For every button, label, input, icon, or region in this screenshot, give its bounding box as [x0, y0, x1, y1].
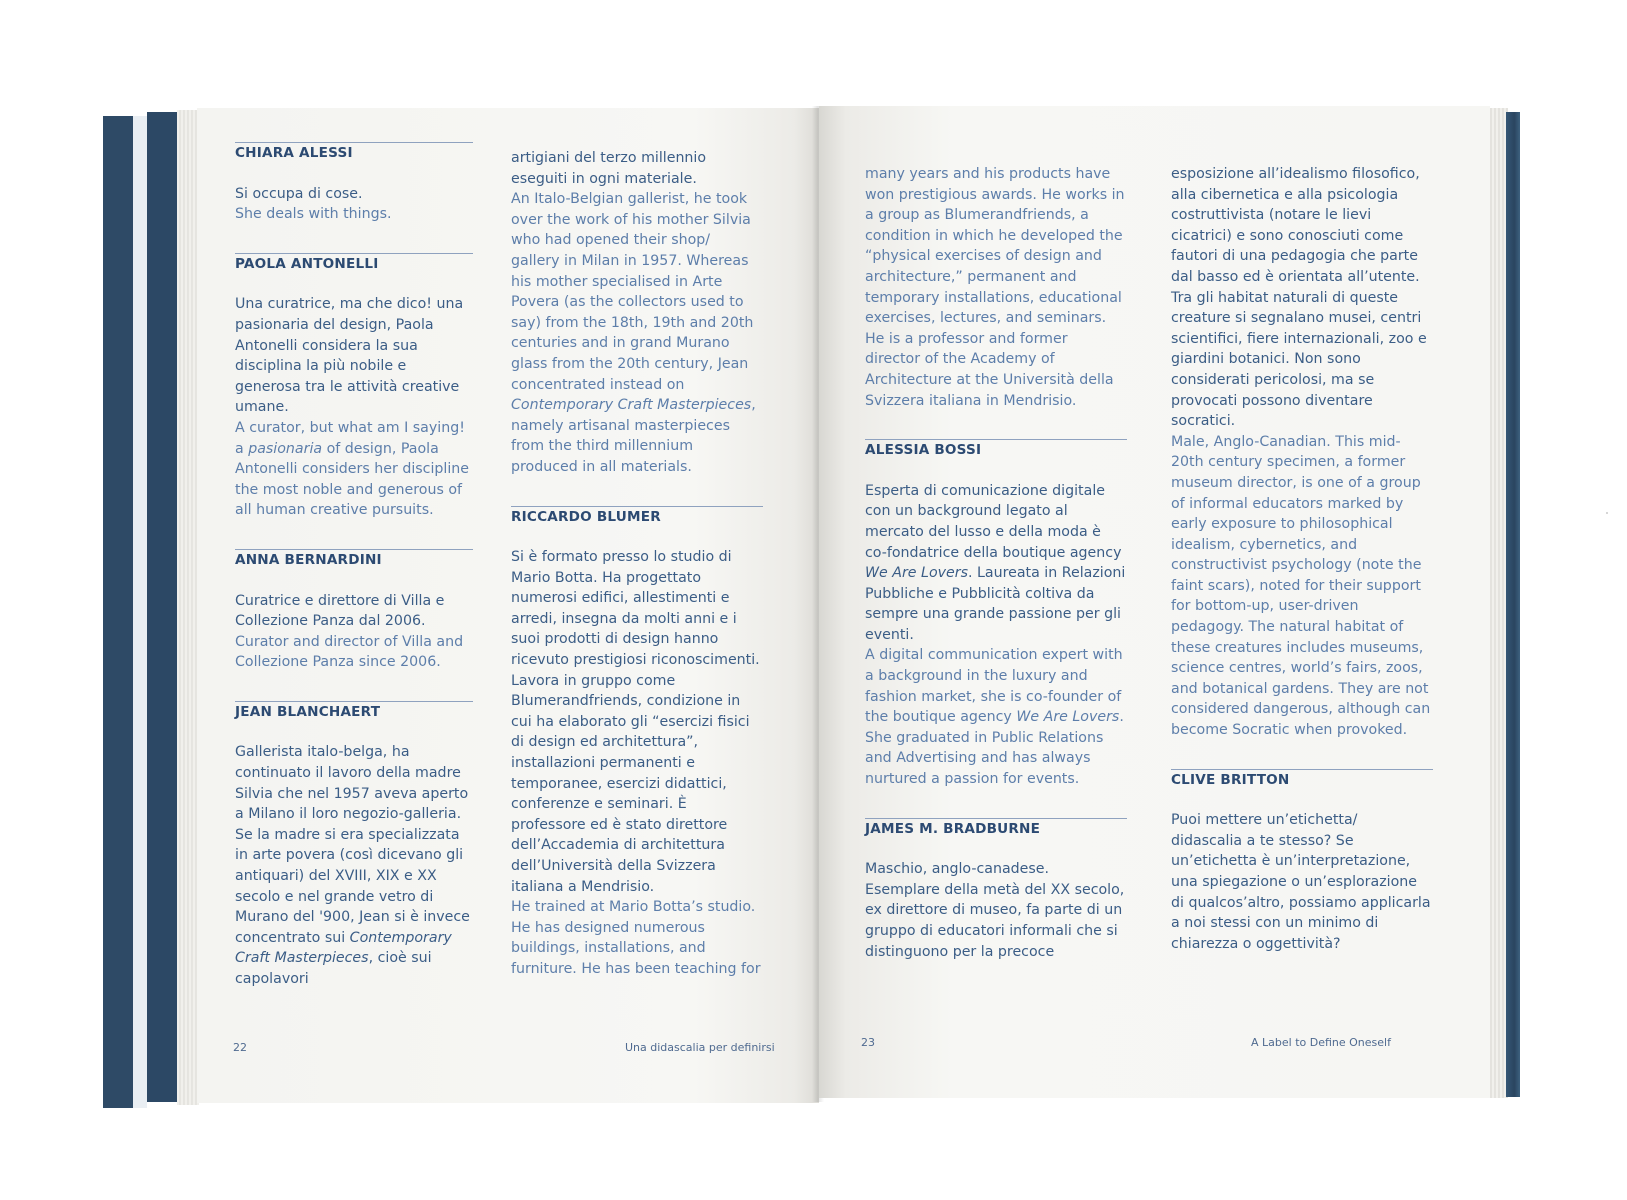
entry-text-english: A digital communication expert with a background in the luxury and fashion market, she is co-founder of the boutique agency We Are Lovers. She graduated in Public Relations and Advertising and has always nurtured a passion for events. — [865, 647, 1124, 788]
left-page — [197, 108, 819, 1103]
entry-text-italian: Maschio, anglo-canadese. Esemplare della metà del XX secolo, ex direttore di museo, fa parte di un gruppo di educatori informali che si distinguono per la precoce — [865, 861, 1125, 960]
entry-text-italian: Si è formato presso lo studio di Mario Botta. Ha progettato numerosi edifici, allestimenti e arredi, insegna da molti anni e i suoi prodotti di design hanno ricevuto prestigiosi riconoscimenti. Lavora in gruppo come Blumerandfriends, condizione in cui ha elaborato gli “esercizi fisici di design ed architettura”, installazioni permanenti e temporanee, esercizi didattici, conferenze e seminari. È professore ed è stato direttore dell’Accademia di architettura dell’Università della Svizzera italiana a Mendrisio. — [511, 549, 760, 895]
entry-text-italian: Una curatrice, ma che dico! una pasionaria del design, Paola Antonelli considera la sua disciplina la più nobile e generosa tra le attività creative umane. — [235, 296, 464, 416]
cover-gap — [133, 116, 147, 1108]
entry-text-english: Male, Anglo-Canadian. This mid-20th century specimen, a former museum director, is one of a group of informal educators marked by early exposure to philosophical idealism, cybernetics, and constructivist psychology (note the faint scars), noted for their support for bottom-up, user-driven pedagogy. The natural habitat of these creatures includes museums, science centres, world’s fairs, zoos, and botanical gardens. They are not considered dangerous, although can become Socratic when provoked. — [1171, 433, 1431, 739]
column-4 — [1171, 164, 1433, 954]
entry-name: ANNA BERNARDINI — [235, 551, 382, 568]
entry-name: ALESSIA BOSSI — [865, 442, 982, 459]
entry-name: JEAN BLANCHAERT — [235, 703, 381, 720]
entry-text-italian: esposizione all’idealismo filosofico, alla cibernetica e alla psicologia costruttivista (notare le lievi cicatrici) e sono conosciuti come fautori di una pedagogia che parte dal basso ed è orientata all’utente. Tra gli habitat naturali di queste creature si segnalano musei, centri scientifici, fiere internazionali, zoo e giardini botanici. Non sono considerati pericolosi, ma se provocati possono diventare socratici. — [1171, 166, 1427, 430]
page-number: 22 — [233, 1041, 247, 1054]
entry-text-italian: Puoi mettere un’etichetta/ didascalia a te stesso? Se un’etichetta è un’interpretazione, una spiegazione o un’esplorazione di qualcos’altro, possiamo applicarla a noi stessi con un minimo di chiarezza o oggettività? — [1171, 812, 1431, 952]
back-cover-edge — [103, 116, 133, 1108]
column-3 — [865, 164, 1127, 962]
entry-text-english: many years and his products have won prestigious awards. He works in a group as Blumerandfriends, a condition in which he developed the “physical exercises of design and architecture,” permanent and temporary installations, educational exercises, lectures, and seminars. He is a professor and former director of the Academy of Architecture at the Università della Svizzera italiana in Mendrisio. — [865, 166, 1125, 409]
right-cover-edge — [1506, 112, 1520, 1097]
entry-text-english: She deals with things. — [235, 206, 392, 223]
entry-text-italian: artigiani del terzo millennio eseguiti in ogni materiale. — [511, 150, 707, 187]
entry-name: RICCARDO BLUMER — [511, 508, 661, 525]
entry-text-english: An Italo-Belgian gallerist, he took over the work of his mother Silvia who had opened their shop/ gallery in Milan in 1957. Whereas his mother specialised in Arte Povera (as the collectors used to say) from the 18th, 19th and 20th centuries and in grand Murano glass from the 20th century, Jean concentrated instead on Contemporary Craft Masterpieces, namely artisanal masterpieces from the third millennium produced in all materials. — [511, 191, 756, 475]
entry-name: PAOLA ANTONELLI — [235, 255, 379, 272]
right-page — [819, 106, 1490, 1098]
entry-text-english: Curator and director of Villa and Collezione Panza since 2006. — [235, 633, 464, 671]
page-number: 23 — [861, 1036, 875, 1049]
entry-name: JAMES M. BRADBURNE — [865, 820, 1041, 837]
entry-name: CHIARA ALESSI — [235, 145, 353, 161]
running-title: A Label to Define Oneself — [1251, 1036, 1391, 1049]
entry-text-italian: Curatrice e direttore di Villa e Collezione Panza dal 2006. — [235, 592, 445, 630]
front-cover-edge — [147, 112, 177, 1102]
left-page-stack — [177, 110, 199, 1105]
entry-name: CLIVE BRITTON — [1171, 771, 1290, 788]
entry-text-italian: Gallerista italo-belga, ha continuato il lavoro della madre Silvia che nel 1957 aveva aperto a Milano il loro negozio-galleria. Se la madre si era specializzata in arte povera (così dicevano gli antiquari) del XVIII, XIX e XX secolo e nel grande vetro di Murano del '900, Jean si è invece concentrato sui Contemporary Craft Masterpieces, cioè sui capolavori — [235, 744, 470, 987]
running-title: Una didascalia per definirsi — [625, 1041, 775, 1054]
column-1 — [235, 142, 473, 990]
right-page-stack — [1488, 108, 1508, 1098]
column-2 — [511, 148, 763, 980]
entry-text-english: He trained at Mario Botta’s studio. He has designed numerous buildings, installations, and furniture. He has been teaching for — [511, 899, 761, 977]
entry-text-italian: Si occupa di cose. — [235, 185, 363, 202]
dust-speck — [1606, 512, 1608, 514]
entry-text-italian: Esperta di comunicazione digitale con un background legato al mercato del lusso e della moda è co-fondatrice della boutique agency We Are Lovers. Laureata in Relazioni Pubbliche e Pubblicità coltiva da sempre una grande passione per gli eventi. — [865, 482, 1126, 643]
entry-text-english: A curator, but what am I saying! a pasionaria of design, Paola Antonelli considers her discipline the most noble and generous of all human creative pursuits. — [235, 419, 470, 519]
